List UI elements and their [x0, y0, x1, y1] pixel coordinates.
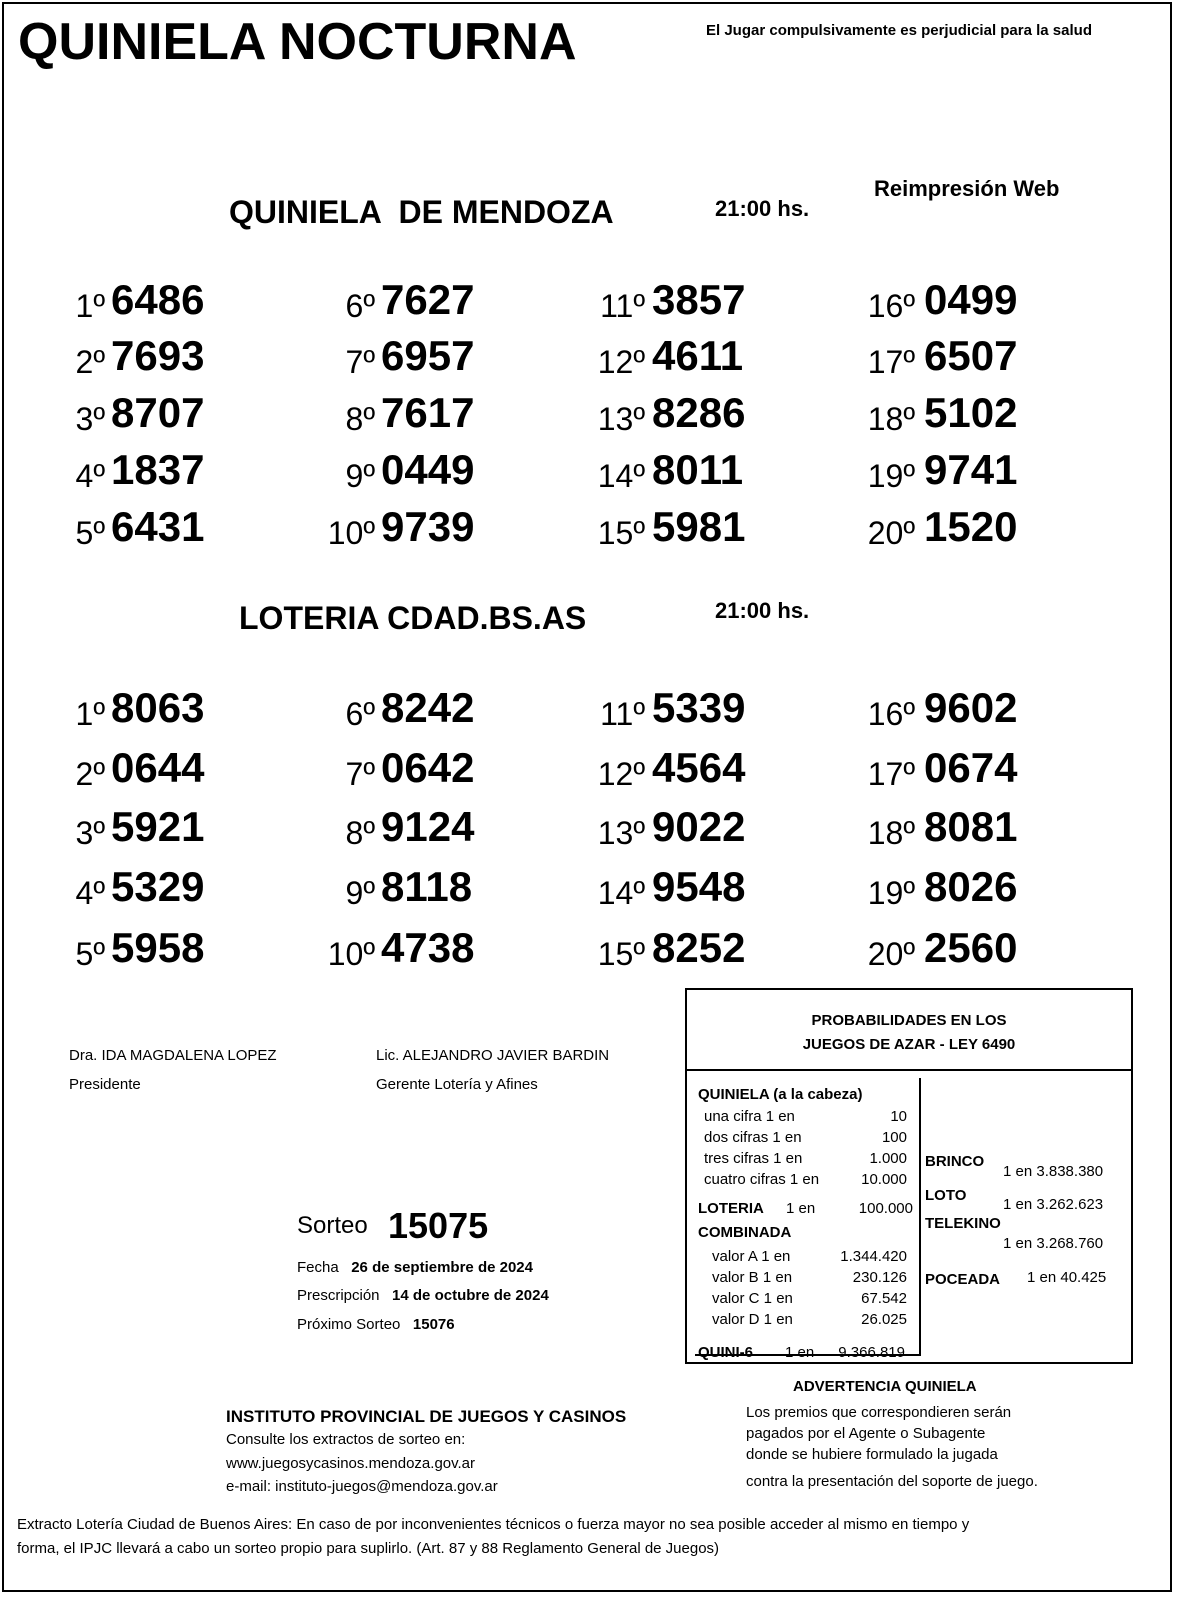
- result-number: 6486: [111, 276, 205, 323]
- poceada-label: POCEADA: [925, 1271, 1001, 1288]
- result-position: 5º: [75, 936, 105, 972]
- advertencia-line: pagados por el Agente o Subagente: [746, 1425, 986, 1442]
- result-position: 3º: [75, 815, 105, 851]
- result-position: 18º: [867, 401, 915, 437]
- result-position: 18º: [867, 815, 915, 851]
- quiniela-odds-row-value: 10: [890, 1108, 907, 1125]
- probabilities-box: [685, 988, 1133, 1364]
- institute-title: INSTITUTO PROVINCIAL DE JUEGOS Y CASINOS: [226, 1407, 627, 1426]
- result-position: 2º: [75, 756, 105, 792]
- probabilities-header: [687, 990, 1131, 1071]
- result-position: 6º: [345, 696, 375, 732]
- result-number: 4738: [381, 924, 475, 971]
- fecha-row: [297, 1259, 533, 1276]
- poceada-value: 1 en 40.425: [1027, 1269, 1107, 1286]
- result-number: 8026: [924, 863, 1018, 910]
- result-position: 7º: [345, 344, 375, 380]
- result-number: 7617: [381, 389, 475, 436]
- result-number: 0642: [381, 744, 475, 791]
- footer-line1: Extracto Lotería Ciudad de Buenos Aires: En caso de por inconvenientes técnicos o fuerza mayor no sea posible acceder al mismo en tiempo y: [17, 1516, 970, 1533]
- result-number: 6957: [381, 332, 475, 379]
- prescripcion-label: Prescripción: [297, 1287, 380, 1304]
- result-position: 8º: [345, 401, 375, 437]
- quiniela-odds-row-value: 100: [881, 1129, 907, 1146]
- loteria-odds-label: LOTERIA: [698, 1200, 764, 1217]
- loteria-odds-value: 100.000: [858, 1200, 913, 1217]
- result-position: 9º: [345, 458, 375, 494]
- signature-left-role: Presidente: [69, 1076, 141, 1093]
- telekino-value: 1 en 3.268.760: [1003, 1235, 1104, 1252]
- result-number: 0644: [111, 744, 205, 791]
- result-position: 3º: [75, 401, 105, 437]
- combinada-odds-row-label: valor A 1 en: [712, 1248, 791, 1265]
- result-number: 1837: [111, 446, 205, 493]
- quini6-value: 9.366.819: [838, 1344, 905, 1361]
- quiniela-odds-row-label: dos cifras 1 en: [704, 1129, 802, 1146]
- combinada-odds-row-value: 1.344.420: [840, 1248, 907, 1265]
- quiniela-odds-row-value: 1.000: [869, 1150, 907, 1167]
- result-number: 5102: [924, 389, 1018, 436]
- result-number: 2560: [924, 924, 1018, 971]
- result-position: 13º: [597, 401, 645, 437]
- footer-line2: forma, el IPJC llevará a cabo un sorteo propio para suplirlo. (Art. 87 y 88 Reglamento General de Juegos): [17, 1540, 720, 1557]
- result-number: 7693: [111, 332, 205, 379]
- probabilities-title-line2: JUEGOS DE AZAR - LEY 6490: [802, 1036, 1016, 1053]
- result-position: 16º: [867, 288, 915, 324]
- combinada-odds-row-label: valor D 1 en: [712, 1311, 793, 1328]
- sorteo-number: 15075: [388, 1205, 489, 1246]
- combinada-odds-row-label: valor B 1 en: [712, 1269, 793, 1286]
- result-position: 16º: [867, 696, 915, 732]
- result-position: 12º: [597, 756, 645, 792]
- loteria-odds-text: 1 en: [786, 1200, 816, 1217]
- result-position: 15º: [597, 936, 645, 972]
- result-position: 10º: [327, 936, 375, 972]
- result-number: 5958: [111, 924, 205, 971]
- result-number: 6507: [924, 332, 1018, 379]
- loto-value: 1 en 3.262.623: [1003, 1196, 1104, 1213]
- result-position: 11º: [600, 288, 645, 324]
- prescripcion-row: [297, 1287, 549, 1304]
- result-number: 4611: [652, 332, 744, 379]
- result-position: 6º: [345, 288, 375, 324]
- institute-consult-text: Consulte los extractos de sorteo en:: [226, 1431, 466, 1448]
- result-position: 15º: [597, 515, 645, 551]
- result-number: 8011: [652, 446, 744, 493]
- result-position: 5º: [75, 515, 105, 551]
- result-position: 11º: [600, 696, 645, 732]
- result-position: 7º: [345, 756, 375, 792]
- combinada-odds-row-value: 26.025: [861, 1311, 907, 1328]
- result-number: 5329: [111, 863, 205, 910]
- signature-right-role: Gerente Lotería y Afines: [376, 1076, 538, 1093]
- probabilities-title-line1: PROBABILIDADES EN LOS: [811, 1012, 1007, 1029]
- quiniela-odds-title: QUINIELA (a la cabeza): [698, 1086, 863, 1103]
- quiniela-odds-row-label: cuatro cifras 1 en: [704, 1171, 820, 1188]
- quiniela-odds-row-label: tres cifras 1 en: [704, 1150, 803, 1167]
- result-position: 10º: [327, 515, 375, 551]
- mendoza-section-title: QUINIELA DE MENDOZA: [229, 194, 614, 230]
- result-position: 13º: [597, 815, 645, 851]
- proximo-label: Próximo Sorteo: [297, 1316, 401, 1333]
- result-position: 17º: [867, 756, 915, 792]
- institute-website[interactable]: www.juegosycasinos.mendoza.gov.ar: [226, 1455, 476, 1472]
- result-number: 9124: [381, 803, 475, 850]
- result-position: 4º: [75, 458, 105, 494]
- result-number: 4564: [652, 744, 746, 791]
- result-number: 9022: [652, 803, 746, 850]
- result-position: 14º: [597, 875, 645, 911]
- bsas-time: 21:00 hs.: [715, 598, 810, 623]
- result-number: 8286: [652, 389, 746, 436]
- institute-email[interactable]: e-mail: instituto-juegos@mendoza.gov.ar: [226, 1478, 498, 1495]
- advertencia-line: Los premios que correspondieren serán: [746, 1404, 1012, 1421]
- result-position: 1º: [75, 696, 105, 732]
- result-number: 0449: [381, 446, 475, 493]
- combinada-odds-row-value: 67.542: [861, 1290, 907, 1307]
- result-number: 8252: [652, 924, 746, 971]
- result-number: 8242: [381, 684, 475, 731]
- result-number: 5921: [111, 803, 205, 850]
- fecha-label: Fecha: [297, 1259, 339, 1276]
- result-position: 14º: [597, 458, 645, 494]
- advertencia-line: donde se hubiere formulado la jugada: [746, 1446, 998, 1463]
- result-position: 19º: [867, 458, 915, 494]
- result-number: 8118: [381, 863, 473, 910]
- brinco-label: BRINCO: [925, 1153, 985, 1170]
- result-number: 0674: [924, 744, 1018, 791]
- main-title: QUINIELA NOCTURNA: [18, 13, 577, 71]
- result-number: 1520: [924, 503, 1018, 550]
- signature-left-name: Dra. IDA MAGDALENA LOPEZ: [69, 1047, 277, 1064]
- result-number: 8081: [924, 803, 1018, 850]
- health-disclaimer: El Jugar compulsivamente es perjudicial para la salud: [706, 22, 1092, 39]
- quiniela-odds-row-value: 10.000: [861, 1171, 907, 1188]
- combinada-title: COMBINADA: [698, 1224, 792, 1241]
- result-number: 9739: [381, 503, 475, 550]
- bsas-section-title: LOTERIA CDAD.BS.AS: [239, 600, 587, 636]
- reprint-label: Reimpresión Web: [874, 176, 1060, 201]
- result-number: 7627: [381, 276, 475, 323]
- result-position: 19º: [867, 875, 915, 911]
- result-position: 20º: [867, 515, 915, 551]
- result-number: 8707: [111, 389, 205, 436]
- result-number: 3857: [652, 276, 746, 323]
- sorteo-label: Sorteo: [297, 1212, 368, 1239]
- telekino-label: TELEKINO: [925, 1215, 1001, 1232]
- quini6-label: QUINI-6: [698, 1344, 754, 1361]
- result-position: 12º: [597, 344, 645, 380]
- quini6-odds-text: 1 en: [785, 1344, 815, 1361]
- advertencia-line: contra la presentación del soporte de juego.: [746, 1473, 1038, 1490]
- fecha-value: 26 de septiembre de 2024: [351, 1259, 533, 1276]
- result-number: 9602: [924, 684, 1018, 731]
- result-number: 0499: [924, 276, 1018, 323]
- loto-label: LOTO: [925, 1187, 967, 1204]
- result-number: 5981: [652, 503, 746, 550]
- quiniela-odds-row-label: una cifra 1 en: [704, 1108, 795, 1125]
- brinco-value: 1 en 3.838.380: [1003, 1163, 1104, 1180]
- combinada-odds-row-label: valor C 1 en: [712, 1290, 793, 1307]
- result-position: 8º: [345, 815, 375, 851]
- result-number: 6431: [111, 503, 205, 550]
- proximo-value: 15076: [412, 1316, 455, 1333]
- result-position: 4º: [75, 875, 105, 911]
- advertencia-title: ADVERTENCIA QUINIELA: [793, 1378, 977, 1395]
- signature-right-name: Lic. ALEJANDRO JAVIER BARDIN: [376, 1047, 610, 1064]
- result-number: 9548: [652, 863, 746, 910]
- result-number: 9741: [924, 446, 1018, 493]
- prescripcion-value: 14 de octubre de 2024: [392, 1287, 549, 1304]
- result-position: 20º: [867, 936, 915, 972]
- result-position: 1º: [75, 288, 105, 324]
- proximo-row: [297, 1316, 455, 1333]
- result-position: 9º: [345, 875, 375, 911]
- mendoza-time: 21:00 hs.: [715, 196, 810, 221]
- result-position: 2º: [75, 344, 105, 380]
- combinada-odds-row-value: 230.126: [852, 1269, 907, 1286]
- result-number: 8063: [111, 684, 205, 731]
- result-number: 5339: [652, 684, 746, 731]
- result-position: 17º: [867, 344, 915, 380]
